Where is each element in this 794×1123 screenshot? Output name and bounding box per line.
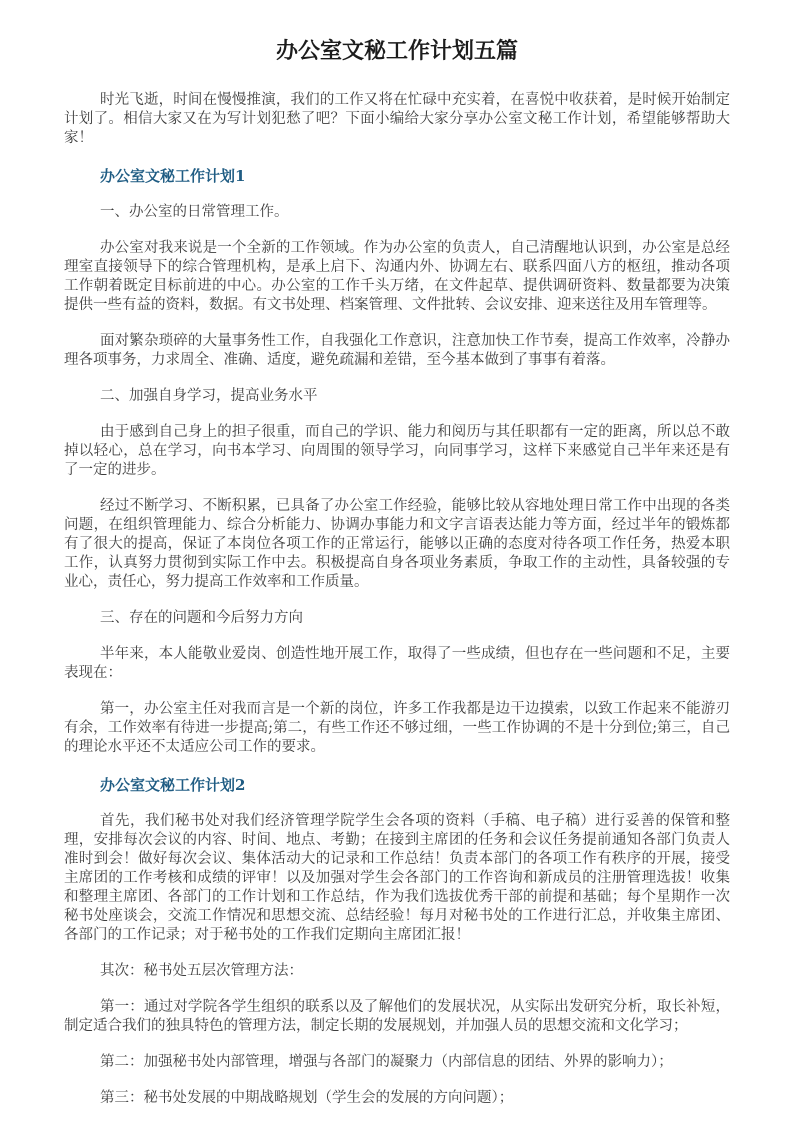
paragraph: 半年来，本人能敬业爱岗、创造性地开展工作，取得了一些成绩，但也存在一些问题和不足，主要表现在： [64, 646, 730, 681]
paragraph: 第二：加强秘书处内部管理，增强与各部门的凝聚力（内部信息的团结、外界的影响力）； [100, 1054, 673, 1070]
paragraph: 第三：秘书处发展的中期战略规划（学生会的发展的方向问题）； [100, 1090, 514, 1106]
paragraph: 办公室对我来说是一个全新的工作领域。作为办公室的负责人，自己清醒地认识到，办公室是总经理室直接领导下的综合管理机构，是承上启下、沟通内外、协调左右、联系四面八方的枢纽，推动各项工作朝着既定目标前进的中心。办公室的工作千头万绪，在文件起草、提供调研资料、数量都要为决策提供一些有益的资料，数据。有文书处理、档案管理、文件批转、会议安排、迎来送往及用车管理等。 [64, 240, 730, 313]
section-1-subheading-2: 二、加强自身学习，提高业务水平 [100, 388, 318, 404]
paragraph: 经过不断学习、不断积累，已具备了办公室工作经验，能够比较从容地处理日常工作中出现的各类问题，在组织管理能力、综合分析能力、协调办事能力和文字言语表达能力等方面，经过半年的锻炼都有了很大的提高，保证了本岗位各项工作的正常运行，能够以正确的态度对待各项工作任务，热爱本职工作，认真努力贯彻到实际工作中去。积极提高自身各项业务素质，争取工作的主动性，具备较强的专业心，责任心，努力提高工作效率和工作质量。 [64, 498, 730, 590]
intro-paragraph: 时光飞逝，时间在慢慢推演，我们的工作又将在忙碌中充实着，在喜悦中收获着，是时候开始制定计划了。相信大家又在为写计划犯愁了吧？下面小编给大家分享办公室文秘工作计划，希望能够帮助大家！ [64, 92, 730, 146]
paragraph: 第一，办公室主任对我而言是一个新的岗位，许多工作我都是边干边摸索，以致工作起来不能游刃有余，工作效率有待进一步提高;第二，有些工作还不够过细，一些工作协调的不是十分到位;第三，自己的理论水平还不太适应公司工作的要求。 [64, 701, 730, 755]
section-1-subheading-3: 三、存在的问题和今后努力方向 [100, 610, 303, 626]
section-2-heading: 办公室文秘工作计划2 [100, 776, 246, 794]
paragraph: 首先，我们秘书处对我们经济管理学院学生会各项的资料（手稿、电子稿）进行妥善的保管和整理，安排每次会议的内容、时间、地点、考勤；在接到主席团的任务和会议任务提前通知各部门负责人准时到会！做好每次会议、集体活动大的记录和工作总结！负责本部门的各项工作有秩序的开展，接受主席团的工作考核和成绩的评审！以及加强对学生会各部门的工作咨询和新成员的注册管理选拔！收集和整理主席团、各部门的工作计划和工作总结，作为我们选拔优秀干部的前提和基础；每个星期作一次秘书处座谈会，交流工作情况和思想交流、总结经验！每月对秘书处的工作进行汇总，并收集主席团、各部门的工作记录；对于秘书处的工作我们定期向主席团汇报！ [64, 813, 730, 943]
section-1-subheading-1: 一、办公室的日常管理工作。 [100, 204, 289, 220]
paragraph: 由于感到自己身上的担子很重，而自己的学识、能力和阅历与其任职都有一定的距离，所以总不敢掉以轻心，总在学习，向书本学习、向周围的领导学习，向同事学习，这样下来感觉自己半年来还是有了一定的进步。 [64, 424, 730, 478]
paragraph: 第一：通过对学院各学生组织的联系以及了解他们的发展状况，从实际出发研究分析，取长补短，制定适合我们的独具特色的管理方法，制定长期的发展规划，并加强人员的思想交流和文化学习； [64, 999, 730, 1034]
paragraph: 面对繁杂琐碎的大量事务性工作，自我强化工作意识，注意加快工作节奏，提高工作效率，冷静办理各项事务，力求周全、准确、适度，避免疏漏和差错，至今基本做到了事事有着落。 [64, 333, 730, 368]
document-title: 办公室文秘工作计划五篇 [275, 39, 518, 64]
section-1-heading: 办公室文秘工作计划1 [100, 167, 246, 185]
paragraph: 其次：秘书处五层次管理方法： [100, 963, 303, 979]
